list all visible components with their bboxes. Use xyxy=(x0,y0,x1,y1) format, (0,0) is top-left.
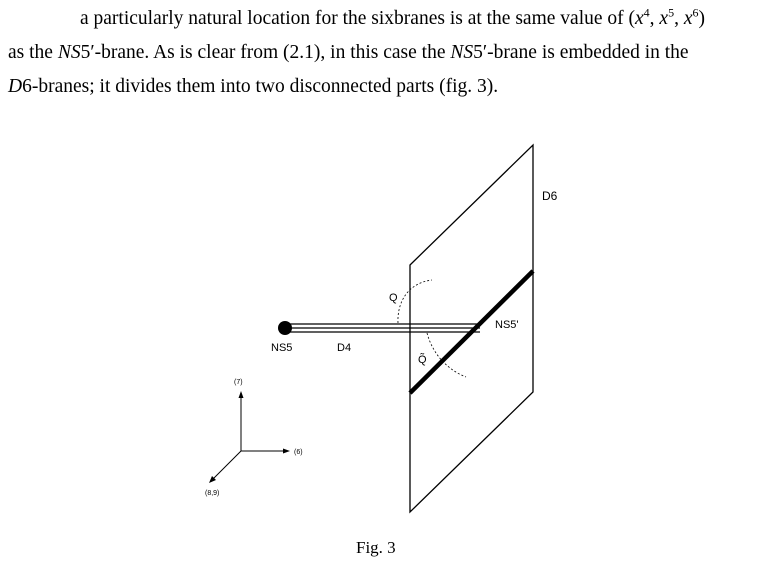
label-axis-7: (7) xyxy=(234,379,243,386)
math-x: x xyxy=(635,8,644,29)
text-segment: ) xyxy=(698,8,705,29)
label-d4: D4 xyxy=(337,342,352,354)
math-x: x xyxy=(659,8,669,29)
math-sup: 4 xyxy=(643,5,650,20)
math-d: D xyxy=(8,76,23,97)
label-d6: D6 xyxy=(542,189,558,203)
text-segment: as the xyxy=(8,42,58,63)
paragraph-line-1: a particularly natural location for the sixbranes is at the same value of ($x^4$, $x^5$, $x^6$) xyxy=(80,5,705,29)
math-5prime: 5′ xyxy=(80,42,95,63)
label-axis-6: (6) xyxy=(294,449,303,456)
math-ns: NS xyxy=(57,42,81,63)
text-segment: -brane. As is clear from (2.1), in this case the xyxy=(94,42,451,63)
ns5-brane-dot xyxy=(278,321,292,335)
label-qtilde: Q̃ xyxy=(418,354,427,366)
label-q: Q xyxy=(389,292,398,304)
coordinate-axes xyxy=(209,391,290,483)
label-ns5: NS5 xyxy=(271,342,293,354)
math-5prime: 5′ xyxy=(473,42,488,63)
text-segment: a particularly natural location for the sixbranes is at the same value of ( xyxy=(80,8,635,29)
figure-caption: Fig. 3 xyxy=(356,538,396,557)
math-sup: 5 xyxy=(668,5,675,20)
text-segment: -brane is embedded in the xyxy=(487,42,689,63)
d4-branes xyxy=(285,324,480,332)
q-string-arc xyxy=(398,280,432,323)
math-x: x xyxy=(683,8,693,29)
label-ns5prime: NS5' xyxy=(495,319,519,331)
math-sup: 6 xyxy=(692,5,699,20)
label-axis-89: (8,9) xyxy=(205,490,220,497)
math-ns: NS xyxy=(450,42,474,63)
text-segment: 6-branes; it divides them into two disconnected parts (fig. 3). xyxy=(22,76,499,97)
